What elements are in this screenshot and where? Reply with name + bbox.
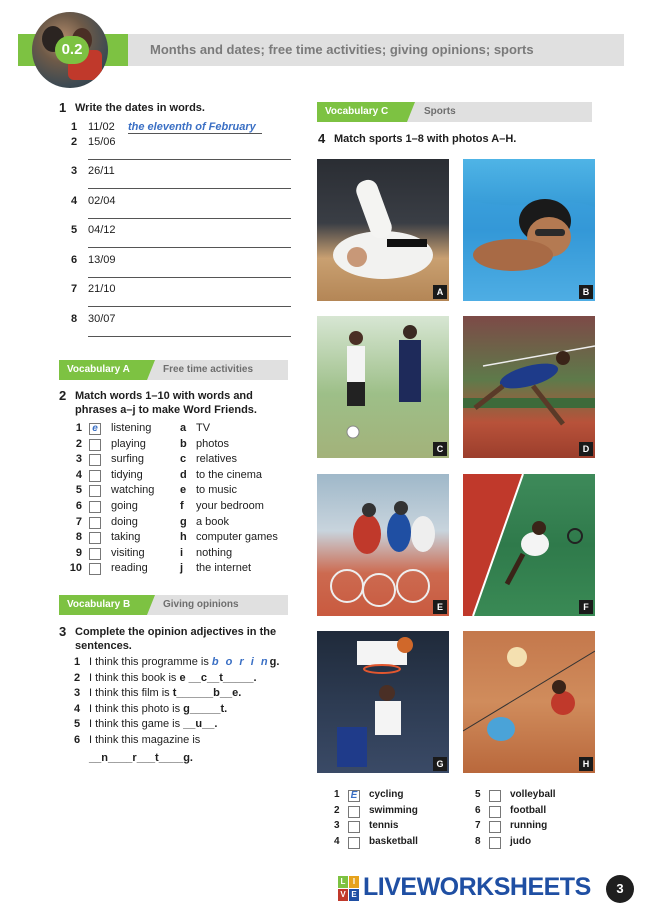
word: tidying [111,468,143,481]
date-row [71,165,291,195]
vocabulary-b-bar [59,595,288,615]
sport-row [334,789,444,804]
exercise-1-instruction: Write the dates in words. [75,102,205,114]
date-number: 3 [71,165,78,177]
word-friends-row [68,500,298,515]
phrase: the internet [196,562,252,575]
phrase-letter: c [180,453,187,466]
sport-row [475,820,585,835]
photo-label-f: F [579,600,593,614]
sentence-start: I think this film is [89,687,173,699]
photo-g-basketball [317,631,449,773]
photo-label-c: C [433,442,447,456]
answer-box[interactable] [89,454,101,466]
item-number: 2 [74,671,81,684]
opinion-row [74,734,294,749]
opinion-sentence [89,734,200,746]
sport-name: swimming [369,804,418,816]
opinion-row [74,687,294,702]
opinion-gap[interactable]: __n____r___t____g. [89,752,193,764]
word-friends-row [68,484,298,499]
liveworksheets-footer [338,872,638,906]
word-friends-row [68,531,298,546]
date-value: 21/10 [88,283,116,295]
word: reading [111,562,148,575]
vocabulary-c-bar [317,102,592,122]
item-number: 1 [74,656,81,668]
date-row [71,254,291,284]
vocabulary-b-title: Giving opinions [163,599,239,610]
date-row [71,224,291,254]
answer-box[interactable]: E [348,790,360,802]
sentence-start: I think this game is [89,718,184,730]
opinion-row [74,656,294,671]
vocabulary-a-title: Free time activities [163,364,254,375]
photo-label-d: D [579,442,593,456]
date-row [71,136,291,166]
item-number: 1 [334,789,340,800]
answer-box[interactable] [89,501,101,513]
word-friends-row [68,422,298,437]
answer-box[interactable] [489,821,501,833]
sport-row [475,805,585,820]
word-friends-row [68,516,298,531]
photo-label-h: H [579,757,593,771]
opinion-sentence [89,687,241,699]
phrase: relatives [196,453,237,466]
word: surfing [111,453,145,466]
date-number: 4 [71,195,78,207]
item-number: 5 [475,789,481,800]
phrase-letter: i [180,546,184,559]
phrase: TV [196,422,211,434]
phrase: nothing [196,546,233,559]
item-number: 6 [75,500,82,512]
vocabulary-a-tag: Vocabulary A [59,360,147,380]
phrase-letter: e [180,484,187,497]
photo-label-b: B [579,285,593,299]
photo-e-cycling [317,474,449,616]
sport-row [475,836,585,851]
phrase: to the cinema [196,468,263,481]
liveworksheets-badge-icon: L I V E [338,876,360,902]
word-friends-row [68,453,298,468]
answer-line[interactable] [88,159,291,160]
opinion-sentence [89,703,227,715]
answer-line[interactable] [88,336,291,337]
date-value: 13/09 [88,254,116,266]
item-number: 6 [475,804,481,816]
word: going [111,500,138,512]
sport-name: cycling [369,789,404,800]
date-value: 11/02 [88,121,115,133]
phrase-letter: d [180,468,187,481]
phrase: your bedroom [196,500,264,512]
item-number: 5 [75,484,82,497]
opinion-row-6-line-2 [74,752,294,767]
word-friends-row [68,469,298,484]
answer-box[interactable]: e [89,423,101,435]
opinion-sentence [89,656,279,668]
photo-label-a: A [433,285,447,299]
vocabulary-b-tag: Vocabulary B [59,595,147,615]
word: listening [111,422,152,434]
photo-a-judo [317,159,449,301]
item-number: 1 [75,422,82,434]
page-title: Months and dates; free time activities; giving opinions; sports [150,42,534,57]
answer-line[interactable] [88,247,291,248]
date-row [71,313,291,343]
sport-row [334,836,444,851]
photo-label-g: G [433,757,447,771]
date-number: 6 [71,254,78,266]
date-row [71,283,291,313]
photo-h-volleyball [463,631,595,773]
answer-box[interactable] [348,821,360,833]
item-number: 4 [74,702,81,715]
answer-box[interactable] [89,517,101,529]
item-number: 2 [75,437,82,450]
word: visiting [111,546,145,559]
phrase: photos [196,437,230,450]
opinion-row [74,703,294,718]
sport-row [334,805,444,820]
answer-box[interactable] [489,806,501,818]
item-number: 9 [75,546,82,559]
unit-badge: 0.2 [55,36,89,64]
sport-name: running [510,820,548,831]
page-number: 3 [606,875,634,903]
sport-row [334,820,444,835]
answer-line[interactable] [88,277,291,278]
opinion-sentence [89,672,257,684]
phrase: a book [196,515,230,528]
answer-box[interactable] [489,790,501,802]
sentence-start: I think this programme is [89,656,212,668]
item-number: 4 [334,835,340,847]
answer-box[interactable] [348,837,360,849]
opinion-row [74,672,294,687]
phrase-letter: g [180,515,187,528]
vocabulary-a-bar [59,360,288,380]
opinion-row [74,718,294,733]
date-number: 1 [71,121,78,133]
item-number: 7 [75,515,82,528]
item-number: 3 [75,453,82,466]
exercise-4-instruction: Match sports 1–8 with photos A–H. [334,133,517,145]
word-friends-row [68,562,298,577]
date-value: 15/06 [88,136,116,148]
answer-box[interactable] [89,548,101,560]
phrase-letter: f [180,500,184,512]
exercise-3-instruction-line-2: sentences. [75,640,132,652]
exercise-4-number: 4 [318,131,326,146]
sentence-start: I think this book is [89,671,180,684]
sport-name: basketball [369,835,418,847]
photo-f-tennis [463,474,595,616]
date-value: 30/07 [88,313,116,325]
vocabulary-c-tag: Vocabulary C [317,102,407,122]
photo-c-football [317,316,449,458]
date-number: 5 [71,224,78,236]
phrase-letter: a [180,422,187,434]
exercise-3-instruction-line-1: Complete the opinion adjectives in the [75,626,277,638]
photo-label-e: E [433,600,447,614]
phrase: computer games [196,531,278,544]
exercise-3-number: 3 [59,624,67,639]
opinion-gap[interactable]: g_____t. [183,702,228,715]
item-number: 3 [334,820,340,831]
item-number: 4 [75,468,82,481]
answer-box[interactable] [89,439,101,451]
exercise-2-instruction-line-1: Match words 1–10 with words and [75,390,253,402]
date-value: 02/04 [88,195,116,207]
answer-line[interactable] [88,218,291,219]
exercise-2-instruction-line-2: phrases a–j to make Word Friends. [75,404,257,416]
item-number: 8 [75,531,82,544]
word: playing [111,437,146,450]
sport-name: judo [510,835,532,847]
answer-box[interactable] [348,806,360,818]
answer-line[interactable] [88,306,291,307]
opinion-gap[interactable]: __u__. [183,718,218,730]
date-number: 8 [71,313,78,325]
sport-name: tennis [369,820,399,831]
phrase-letter: j [180,562,184,575]
sentence-end: g. [269,656,280,668]
sentence-start: I think this photo is [89,702,184,715]
item-number: 3 [74,687,81,699]
answer-box[interactable] [89,532,101,544]
answer-line[interactable] [88,188,291,189]
opinion-gap[interactable]: e __c__t_____. [179,671,257,684]
item-number: 2 [334,804,340,816]
answer-box[interactable] [89,470,101,482]
date-value: 26/11 [88,165,115,177]
date-row [71,195,291,225]
phrase-letter: b [180,437,187,450]
date-number: 7 [71,283,78,295]
exercise-2-number: 2 [59,388,67,403]
exercise-1-number: 1 [59,100,67,115]
sport-name: volleyball [510,789,556,800]
answer-box[interactable] [89,485,101,497]
item-number: 7 [475,820,481,831]
item-number: 8 [475,835,481,847]
phrase-letter: h [180,531,187,544]
item-number: 10 [69,562,82,575]
date-value: 04/12 [88,224,116,236]
item-number: 6 [74,733,81,746]
word-friends-row [68,547,298,562]
opinion-gap[interactable]: t______b__e. [172,687,242,699]
item-number: 5 [74,718,81,730]
example-answer: the eleventh of February [128,121,262,134]
word: doing [111,515,138,528]
liveworksheets-logo: LIVEWORKSHEETS [363,873,591,901]
opinion-sentence [89,718,217,730]
word: watching [111,484,155,497]
photo-b-swimming [463,159,595,301]
answer-box[interactable] [89,563,101,575]
vocabulary-c-title: Sports [424,106,456,117]
example-letters: b o r i n [211,656,270,668]
word: taking [111,531,141,544]
word-friends-row [68,438,298,453]
sport-name: football [510,804,547,816]
sentence-start: I think this magazine is [89,733,201,746]
phrase: to music [196,484,237,497]
answer-box[interactable] [489,837,501,849]
date-number: 2 [71,136,78,148]
photo-d-running [463,316,595,458]
sport-row [475,789,585,804]
